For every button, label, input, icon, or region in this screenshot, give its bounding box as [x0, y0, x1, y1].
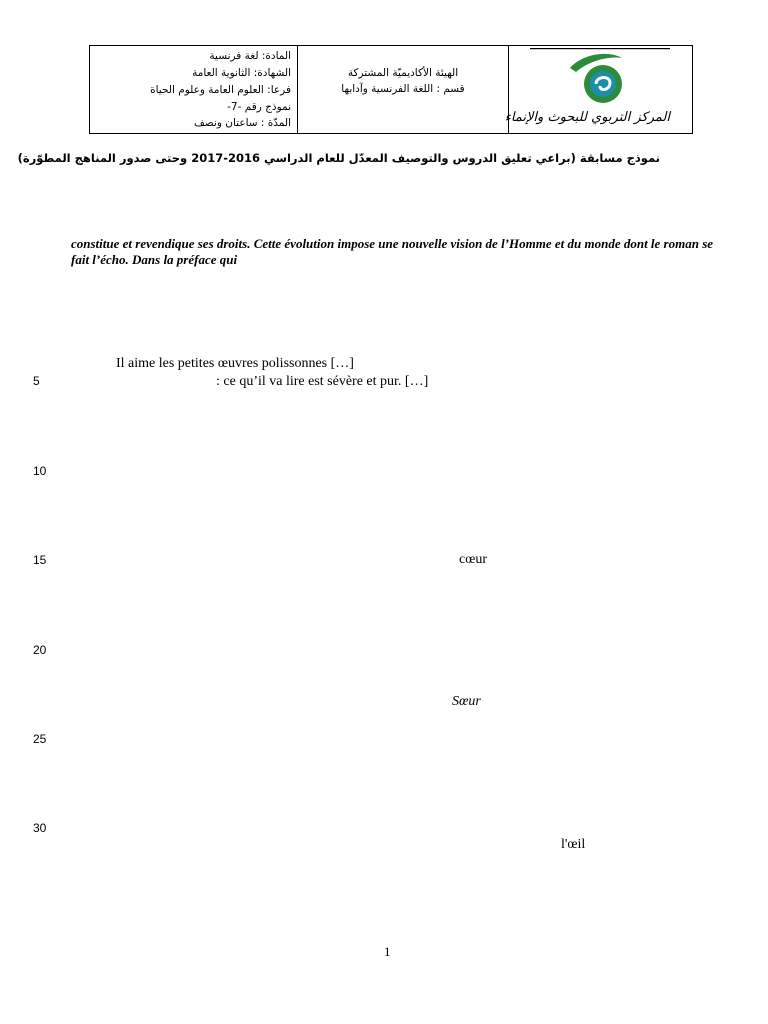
line-number-10: 10 [33, 464, 47, 478]
text-line-5: : ce qu’il va lire est sévère et pur. […] [216, 374, 429, 389]
word-coeur: cœur [459, 552, 487, 567]
department-name: قسم : اللغة الفرنسية وآدابها [341, 83, 465, 95]
logo-cell [504, 46, 694, 133]
exam-subtitle: نموذج مسابقة (براعي تعليق الدروس والتوصيف المعدّل للعام الدراسي 2016-2017 وحتى صدور المناهج المطوّرة) [17, 151, 660, 165]
model-label: نموذج رقم -7- [227, 101, 291, 113]
intro-paragraph: constitue et revendique ses droits. Cette évolution impose une nouvelle vision de l’Homme et du monde dont le roman se fait l’écho. Dans la préface qui [71, 236, 714, 267]
page-number: 1 [384, 944, 391, 959]
word-oeil: l'œil [561, 837, 586, 852]
duration-label: المدّة : ساعتان ونصف [193, 117, 291, 129]
subject-label: المادة: لغة فرنسية [209, 50, 291, 62]
crdp-logo-icon [530, 48, 670, 110]
line-number-25: 25 [33, 732, 47, 746]
branch-label: فرعا: العلوم العامة وعلوم الحياة [150, 84, 291, 96]
line-number-15: 15 [33, 553, 47, 567]
institution-cell [298, 46, 508, 133]
logo-caption: المركز التربوي للبحوث والإنماء [504, 110, 670, 125]
header-table [89, 45, 693, 134]
institution-name: الهيئة الأكاديميّة المشتركة [347, 67, 459, 79]
exam-info-cell [90, 46, 298, 133]
line-number-20: 20 [33, 643, 47, 657]
certificate-label: الشهادة: الثانوية العامة [192, 67, 291, 79]
line-number-5: 5 [33, 374, 40, 388]
word-soeur: Sœur [452, 694, 481, 709]
crdp-logo [504, 48, 670, 134]
text-line-4: Il aime les petites œuvres polissonnes […] [116, 356, 354, 371]
line-number-30: 30 [33, 821, 47, 835]
